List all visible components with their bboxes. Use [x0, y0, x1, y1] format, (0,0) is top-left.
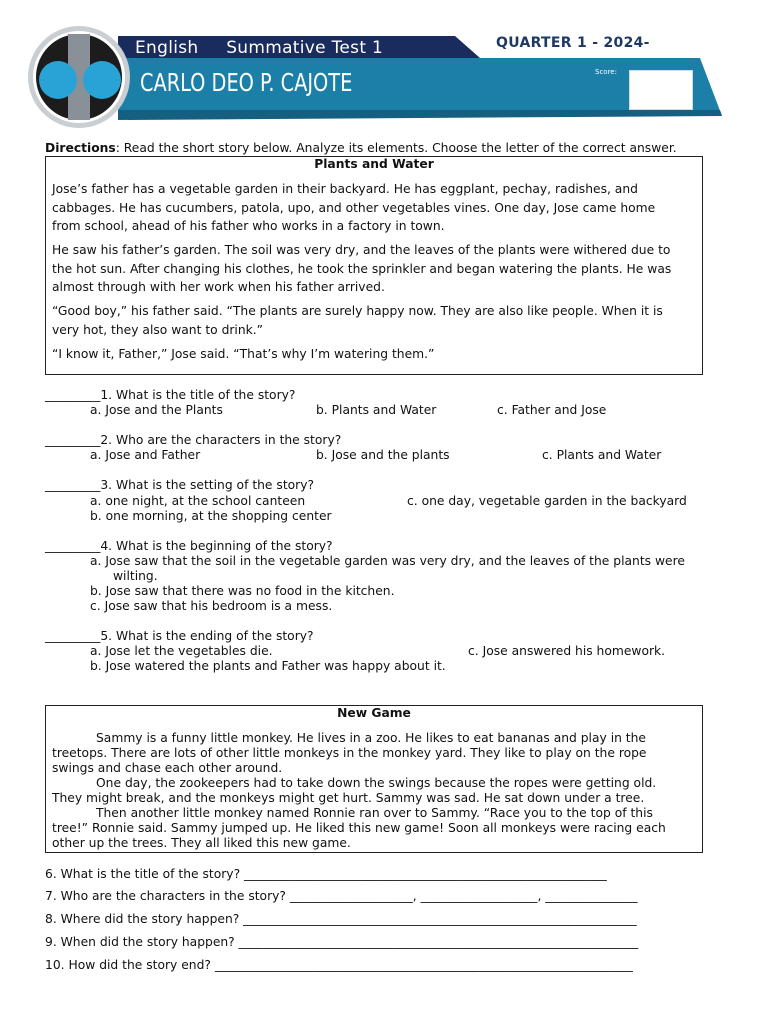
question-6[interactable]: 6. What is the title of the story? ___________________________________________________________ — [45, 867, 607, 881]
story1-paragraph-1 — [52, 180, 655, 236]
story2-line: treetops. There are lots of other little monkeys in the monkey yard. They like to play on the rope — [52, 746, 647, 760]
story2-line: Then another little monkey named Ronnie ran over to Sammy. “Race you to the top of this — [96, 806, 653, 820]
quarter-label: QUARTER 1 - 2024- — [496, 35, 650, 51]
q1-option-b[interactable]: b. Plants and Water — [316, 403, 437, 417]
story2-line: They might break, and the monkeys might get hurt. Sammy was sad. He sat down under a tree. — [52, 791, 645, 805]
q2-option-c[interactable]: c. Plants and Water — [542, 448, 662, 462]
question-4: _________4. What is the beginning of the story? — [45, 539, 333, 553]
q4-option-b[interactable]: b. Jose saw that there was no food in the kitchen. — [90, 584, 395, 598]
q4-option-a[interactable]: a. Jose saw that the soil in the vegetable garden was very dry, and the leaves of the plants were — [90, 554, 685, 568]
text-line: Jose’s father has a vegetable garden in their backyard. He has eggplant, pechay, radishes, and — [52, 182, 638, 196]
text-line: almost through with her work when his father arrived. — [52, 280, 385, 294]
header-banner — [0, 0, 768, 135]
q1-option-a[interactable]: a. Jose and the Plants — [90, 403, 223, 417]
question-8[interactable]: 8. Where did the story happen? ________________________________________________________________ — [45, 912, 637, 926]
question-5: _________5. What is the ending of the story? — [45, 629, 314, 643]
story1-paragraph-2 — [52, 241, 671, 297]
text-line: “Good boy,” his father said. “The plants are surely happy now. They are also like people. When it is — [52, 304, 663, 318]
q4-option-c[interactable]: c. Jose saw that his bedroom is a mess. — [90, 599, 333, 613]
story1-paragraph-4 — [52, 345, 434, 364]
text-line: the hot sun. After changing his clothes, he took the sprinkler and began watering the plants. He was — [52, 261, 672, 276]
question-3: _________3. What is the setting of the story? — [45, 478, 315, 492]
story2-line: One day, the zookeepers had to take down the swings because the ropes were getting old. — [96, 776, 657, 790]
q5-option-a[interactable]: a. Jose let the vegetables die. — [90, 644, 273, 658]
story1-paragraph-3 — [52, 302, 663, 339]
q3-option-c[interactable]: c. one day, vegetable garden in the backyard — [407, 494, 687, 508]
question-1: _________1. What is the title of the story? — [45, 388, 296, 402]
question-10[interactable]: 10. How did the story end? ____________________________________________________________________ — [45, 958, 633, 972]
q3-option-a[interactable]: a. one night, at the school canteen — [90, 494, 306, 508]
header-subject-line — [135, 38, 405, 58]
q5-option-b[interactable]: b. Jose watered the plants and Father was happy about it. — [90, 659, 446, 673]
q3-option-b[interactable]: b. one morning, at the shopping center — [90, 509, 332, 523]
story2-line: tree!” Ronnie said. Sammy jumped up. He liked this new game! Soon all monkeys were racing each — [52, 821, 666, 835]
directions-label: Directions — [45, 141, 116, 155]
story2-line: other up the trees. They all liked this new game. — [52, 836, 351, 850]
text-line: from school, ahead of his father who works in a factory in town. — [52, 219, 445, 233]
story1-title: Plants and Water — [314, 157, 434, 171]
directions-text: : Read the short story below. Analyze its elements. Choose the letter of the correct answer. — [115, 141, 677, 155]
test-label: Summative Test 1 — [226, 38, 384, 58]
text-line: He saw his father’s garden. The soil was very dry, and the leaves of the plants were withered due to — [52, 243, 671, 257]
teacher-name: CARLO DEO P. CAJOTE — [140, 68, 353, 97]
q2-option-a[interactable]: a. Jose and Father — [90, 448, 201, 462]
subject-label: English — [135, 38, 199, 58]
story2-title: New Game — [337, 706, 411, 720]
question-2: _________2. Who are the characters in the story? — [45, 433, 342, 447]
q4-option-a-continued: wilting. — [113, 569, 158, 583]
text-line: very hot, they also want to drink.” — [52, 322, 264, 337]
q5-option-c[interactable]: c. Jose answered his homework. — [468, 644, 666, 658]
q2-option-b[interactable]: b. Jose and the plants — [316, 448, 450, 462]
test-header — [0, 0, 768, 135]
text-line: cabbages. He has cucumbers, patola, upo, and other vegetables vines. One day, Jose came home — [52, 200, 656, 215]
question-9[interactable]: 9. When did the story happen? _________________________________________________________________ — [45, 935, 639, 949]
score-label: Score: — [595, 68, 617, 76]
q1-option-c[interactable]: c. Father and Jose — [497, 403, 607, 417]
score-box[interactable] — [629, 70, 693, 110]
story2-line: Sammy is a funny little monkey. He lives in a zoo. He likes to eat bananas and play in the — [96, 731, 646, 745]
directions — [45, 141, 677, 156]
question-7[interactable]: 7. Who are the characters in the story? ____________________, ___________________, _______________ — [45, 889, 638, 903]
text-line: “I know it, Father,” Jose said. “That’s why I’m watering them.” — [52, 347, 435, 361]
story2-line: swings and chase each other around. — [52, 761, 283, 775]
